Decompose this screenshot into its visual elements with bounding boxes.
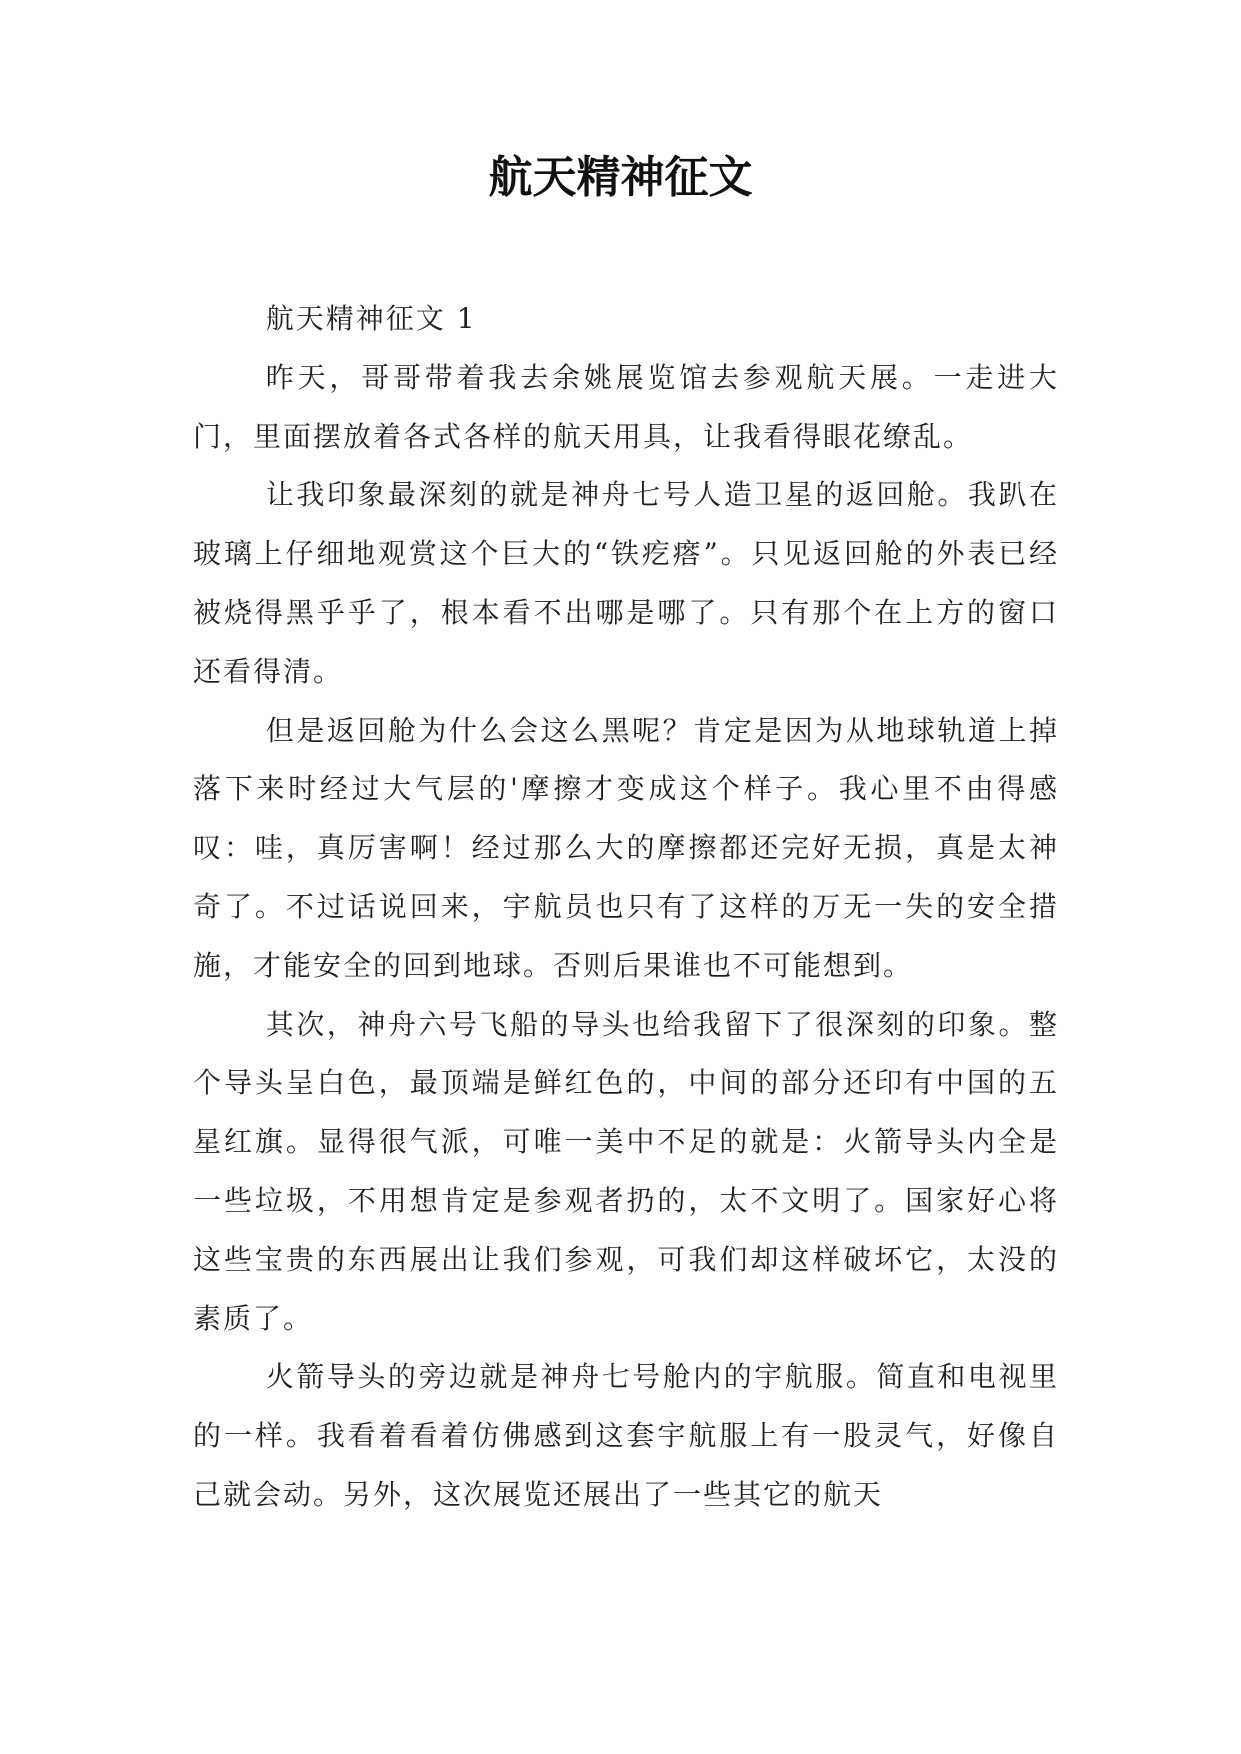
- paragraph: 昨天，哥哥带着我去余姚展览馆去参观航天展。一走进大门，里面摆放着各式各样的航天用具，让我看得眼花缭乱。: [193, 360, 1059, 453]
- document-body: [193, 290, 1059, 1525]
- paragraph: 火箭导头的旁边就是神舟七号舱内的宇航服。简直和电视里的一样。我看着看着仿佛感到这套宇航服上有一股灵气，好像自己就会动。另外，这次展览还展出了一些其它的航天: [193, 1360, 1059, 1511]
- paragraph: 其次，神舟六号飞船的导头也给我留下了很深刻的印象。整个导头呈白色，最顶端是鲜红色的，中间的部分还印有中国的五星红旗。显得很气派，可唯一美中不足的就是：火箭导头内全是一些垃圾，不用想肯定是参观者扔的，太不文明了。国家好心将这些宝贵的东西展出让我们参观，可我们却这样破坏它，太没的素质了。: [193, 1007, 1059, 1335]
- paragraph: 但是返回舱为什么会这么黑呢？肯定是因为从地球轨道上掉落下来时经过大气层的'摩擦才变成这个样子。我心里不由得感叹：哇，真厉害啊！经过那么大的摩擦都还完好无损，真是太神奇了。不过话说回来，宇航员也只有了这样的万无一失的安全措施，才能安全的回到地球。否则后果谁也不可能想到。: [193, 713, 1059, 982]
- section-heading: 航天精神征文 1: [265, 302, 477, 335]
- paragraph: 让我印象最深刻的就是神舟七号人造卫星的返回舱。我趴在玻璃上仔细地观赏这个巨大的“铁疙瘩”。只见返回舱的外表已经被烧得黑乎乎了，根本看不出哪是哪了。只有那个在上方的窗口还看得清。: [193, 478, 1059, 688]
- document-title: 航天精神征文: [488, 152, 753, 203]
